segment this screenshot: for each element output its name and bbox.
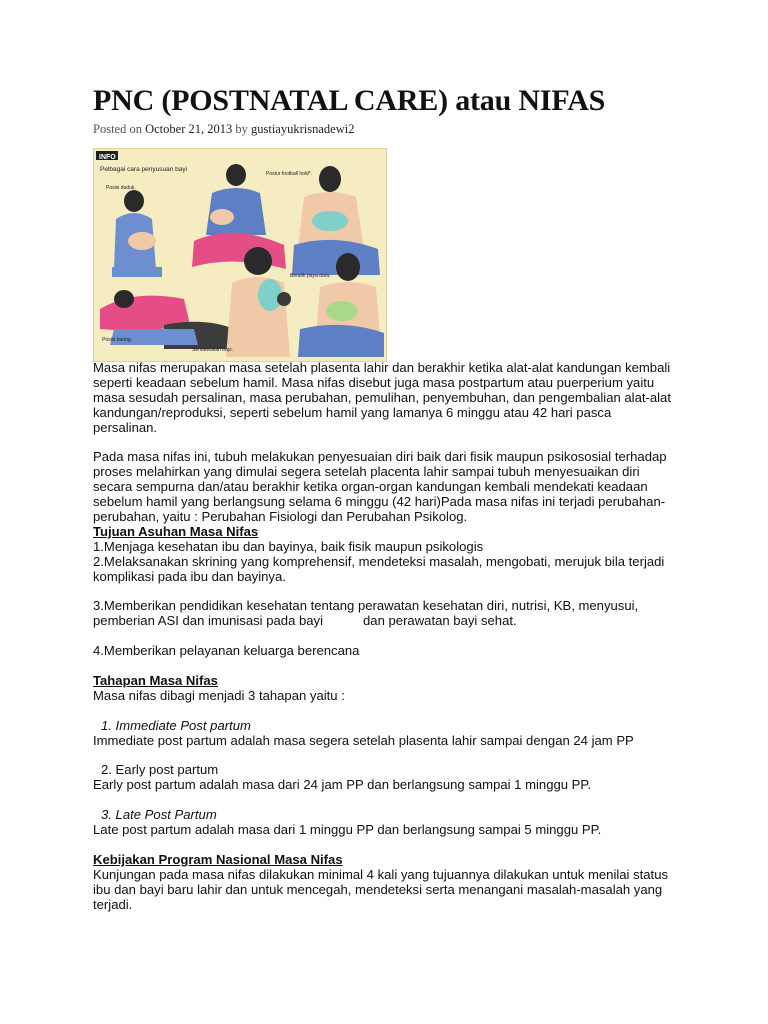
page-title: PNC (POSTNATAL CARE) atau NIFAS [93,84,606,117]
by-label: by [232,122,251,136]
callout-sitting: Posisi duduk. [106,185,136,191]
post-meta [93,122,354,137]
illustration-svg [94,149,386,361]
callout-burping: Sendawakan bayi. [192,347,233,353]
mother-sitting-figure [112,190,162,277]
breastfeeding-illustration [93,148,387,362]
tahapan-1-text: Immediate post partum adalah masa segera setelah plasenta lahir sampai dengan 24 jam PP [93,732,634,748]
tahapan-intro: Masa nifas dibagi menjadi 3 tahapan yaitu : [93,687,345,703]
kebijakan-text: Kunjungan pada masa nifas dilakukan minimal 4 kali yang tujuannya dilakukan untuk menilai status ibu dan bayi baru lahir dan untuk mencegah, mendeteksi serta menangani masalah-masalah yang terjadi. [93,866,669,912]
tujuan-item-1: 1.Menjaga kesehatan ibu dan bayinya, baik fisik maupun psikologis [93,538,484,554]
figure-heading: Pelbagai cara penyusuan bayi [100,166,188,173]
heading-kebijakan: Kebijakan Program Nasional Masa Nifas [93,851,343,867]
info-label: INFO [99,154,116,161]
post-date-link[interactable]: October 21, 2013 [145,122,233,136]
adjustment-paragraph: Pada masa nifas ini, tubuh melakukan penyesuaian diri baik dari fisik maupun psikososial terhadap proses melahirkan yang dimulai segera setelah placenta lahir sampai tubuh menyesuaikan diri secara sempurna dan/atau berakhir ketika organ-organ kandungan kembali mendekati keadaan sebelum hamil yang berlangsung selama 6 minggu (42 hari)Pada masa nifas ini terjadi perubahan-perubahan, yaitu : Perubahan Fisiologi dan Perubahan Psikolog. [93,449,667,525]
article-body [93,361,673,912]
callout-switching: Beralih paya dara. [290,273,331,279]
tujuan-item-3: 3.Memberikan pendidikan kesehatan tentang perawatan kesehatan diri, nutrisi, KB, menyusui, pemberian ASI dan imunisasi pada bayi dan perawatan bayi sehat. [93,598,642,629]
author-link[interactable]: gustiayukrisnadewi2 [250,122,355,136]
mother-cradle-figure [292,166,380,275]
callout-lying: Posisi baring. [102,337,133,343]
tahapan-3-text: Late post partum adalah masa dari 1 minggu PP dan berlangsung sampai 5 minggu PP. [93,821,602,837]
intro-paragraph: Masa nifas merupakan masa setelah plasenta lahir dan berakhir ketika alat-alat kandungan kembali seperti keadaan sebelum hamil. Masa nifas disebut juga masa postpartum atau puerperium yaitu masa sesudah persalinan, masa perubahan, pemulihan, penyembuhan, dan pengembalian alat-alat kandungan/reproduksi, seperti sebelum hamil yang lamanya 6 minggu atau 42 hari pasca persalinan. [93,360,671,435]
tujuan-item-4: 4.Memberikan pelayanan keluarga berencana [93,643,360,659]
heading-tujuan: Tujuan Asuhan Masa Nifas [93,523,259,539]
tahapan-3-title: 3. Late Post Partum [101,807,217,823]
callout-football-hold: Postur football hold*. [266,171,313,177]
posted-on-label: Posted on [93,122,146,136]
tahapan-1-title: 1. Immediate Post partum [101,717,251,733]
tahapan-2-text: Early post partum adalah masa dari 24 jam PP dan berlangsung sampai 1 minggu PP. [93,777,592,793]
heading-tahapan: Tahapan Masa Nifas [93,672,218,688]
tahapan-2-title: 2. Early post partum [101,762,219,778]
tujuan-item-2: 2.Melaksanakan skrining yang komprehensif, mendeteksi masalah, mengobati, merujuk bila terjadi komplikasi pada ibu dan bayinya. [93,553,665,584]
mother-football-hold-figure [192,164,286,269]
